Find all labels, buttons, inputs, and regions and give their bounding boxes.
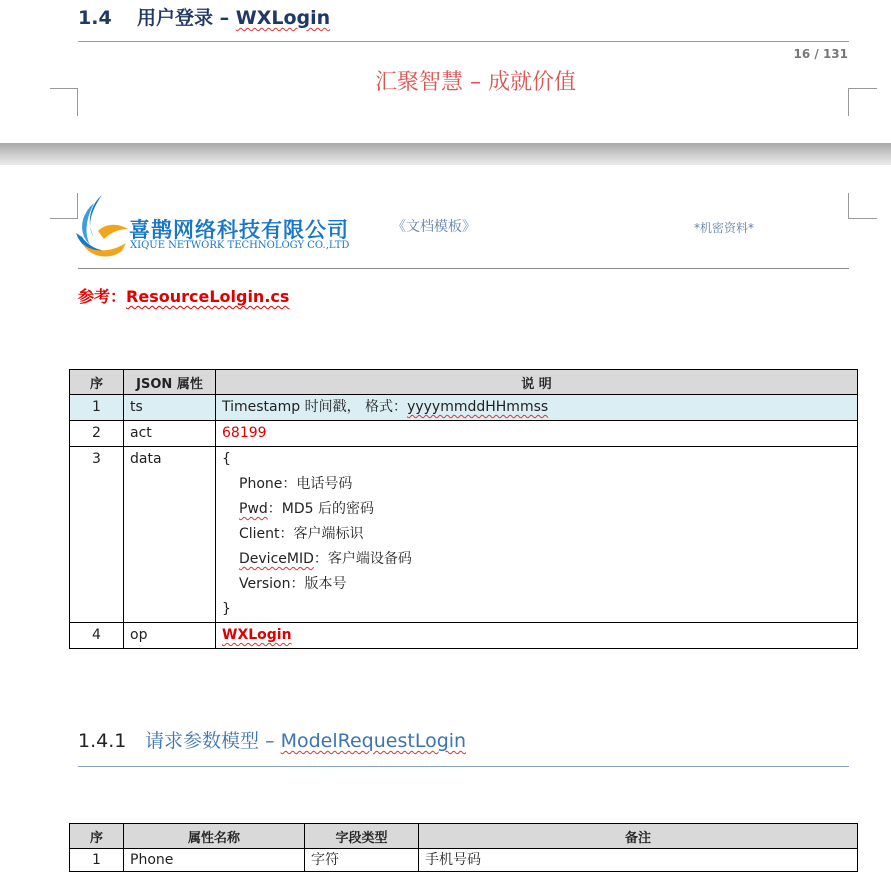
row-number: 4 [70,623,124,649]
section-heading-1-4 [78,3,330,30]
row-desc [216,447,858,623]
table-header-row [70,824,858,849]
field-desc: ：版本号 [290,576,347,592]
row-name: Phone [124,849,305,872]
row-prop: op [124,623,216,649]
column-header-seq: 序 [70,824,124,849]
subsection-number: 1.4.1 [78,730,127,752]
subsection-code: ModelRequestLogin [280,730,467,752]
page-number: 16 / 131 [793,47,848,61]
heading-text: 用户登录 – [137,7,236,29]
column-header-json-attr: JSON 属性 [124,370,216,395]
subsection-title: 请求参数模型 – [145,730,281,752]
field-desc: ：MD5 后的密码 [267,501,374,517]
heading-code: WXLogin [235,7,331,29]
page-gap [0,143,891,165]
crop-mark-bottom-left [50,88,78,116]
field-line [222,572,851,597]
table-row [70,421,858,447]
json-attribute-table [69,369,858,649]
field-line [222,497,851,522]
field-desc: ：客户端标识 [279,526,364,542]
field-name: Phone [239,476,283,492]
row-number: 3 [70,447,124,623]
row-type: 字符 [305,849,419,872]
magpie-logo-icon [72,193,130,263]
brace-open: { [222,451,231,467]
row-prop: ts [124,395,216,421]
company-name-en: XIQUE NETWORK TECHNOLOGY CO.,LTD [130,240,350,251]
reference-file: ResourceLolgin.cs [126,287,290,306]
row-note: 手机号码 [419,849,858,872]
header-rule [78,268,849,269]
column-header-seq: 序 [70,370,124,395]
subsection-heading-1-4-1 [78,726,466,753]
column-header-note: 备注 [419,824,858,849]
table-header-row [70,370,858,395]
previous-page-footer [0,0,891,143]
crop-mark-bottom-right [848,88,877,116]
heading-number: 1.4 [78,7,112,29]
column-header-name: 属性名称 [124,824,305,849]
field-name: Version [239,576,291,592]
confidential-label: *机密资料* [694,221,755,235]
row-desc: 68199 [216,421,858,447]
footer-slogan: 汇聚智慧 – 成就价值 [375,70,576,95]
column-header-type: 字段类型 [305,824,419,849]
crop-mark-top-right [848,193,877,219]
desc-format: yyyymmddHHmmss [407,399,549,415]
desc-text: Timestamp 时间戳， 格式： [222,399,408,415]
row-number: 1 [70,395,124,421]
table-row [70,395,858,421]
field-line [222,547,851,572]
field-line [222,472,851,497]
row-prop: act [124,421,216,447]
reference-label: 参考： [78,287,127,306]
row-desc [216,623,858,649]
field-line [222,522,851,547]
table-row [70,623,858,649]
row-number: 1 [70,849,124,872]
field-name: Pwd [239,501,268,517]
company-name-cn: 喜鹊网络科技有限公司 [129,218,349,242]
brace-close: } [222,601,231,617]
row-desc [216,395,858,421]
field-desc: ：电话号码 [282,476,353,492]
document-template-label: 《文档模板》 [392,219,476,235]
table-row [70,849,858,872]
field-desc: ：客户端设备码 [313,551,412,567]
reference-line [78,284,289,307]
field-name: DeviceMID [239,551,314,567]
field-name: Client [239,526,280,542]
row-number: 2 [70,421,124,447]
table-row [70,447,858,623]
op-value: WXLogin [222,627,292,643]
subsection-rule [78,766,849,767]
heading-rule [78,41,849,42]
column-header-desc: 说 明 [216,370,858,395]
row-prop: data [124,447,216,623]
model-attribute-table [69,823,858,872]
